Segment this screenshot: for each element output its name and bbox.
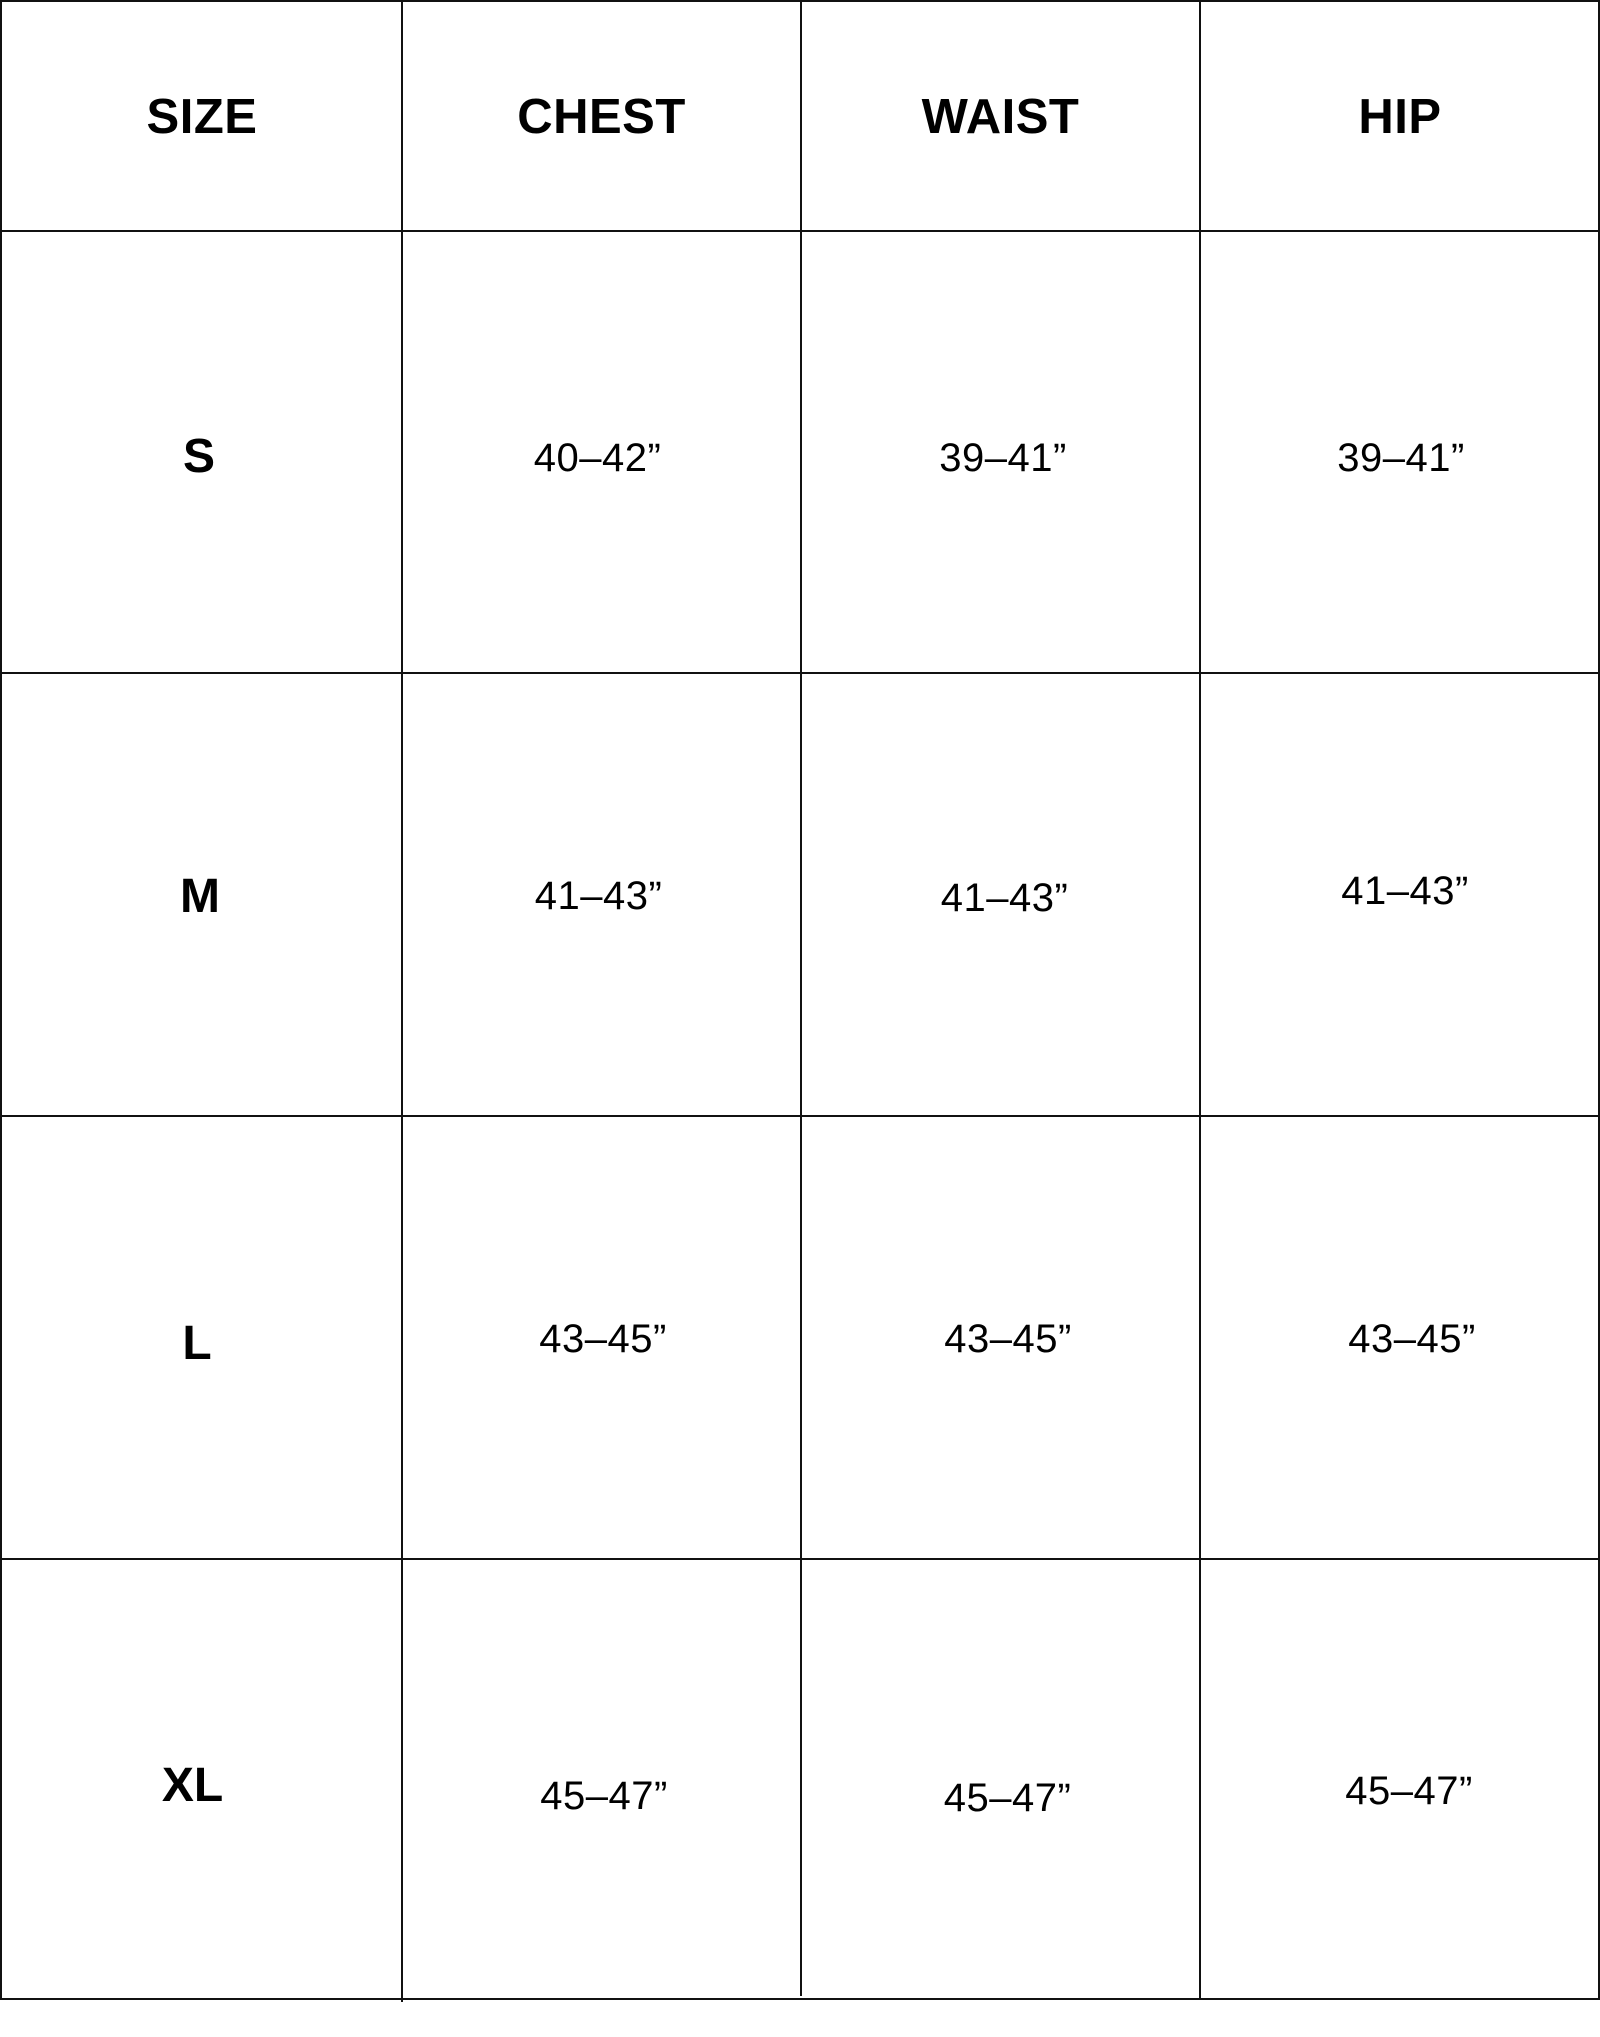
chest-value: 40–42” [533,436,662,480]
waist-value: 45–47” [943,1775,1072,1820]
waist-value: 43–45” [944,1316,1072,1361]
waist-value: 39–41” [939,436,1067,480]
hip-value: 45–47” [1345,1768,1473,1813]
size-label-l: L [182,1317,212,1370]
chest-value: 45–47” [540,1773,668,1818]
size-label-m: M [180,870,220,923]
hip-value: 41–43” [1341,869,1469,913]
hip-value: 43–45” [1348,1316,1476,1361]
header-waist: WAIST [921,89,1080,144]
waist-value: 41–43” [940,876,1069,920]
header-chest: CHEST [517,89,686,144]
header-size: SIZE [146,89,258,144]
chest-value: 43–45” [539,1316,667,1361]
size-label-xl: XL [161,1759,224,1812]
size-label-s: S [182,430,215,483]
chest-value: 41–43” [534,874,663,918]
header-hip: HIP [1358,89,1442,144]
hip-value: 39–41” [1337,436,1465,480]
